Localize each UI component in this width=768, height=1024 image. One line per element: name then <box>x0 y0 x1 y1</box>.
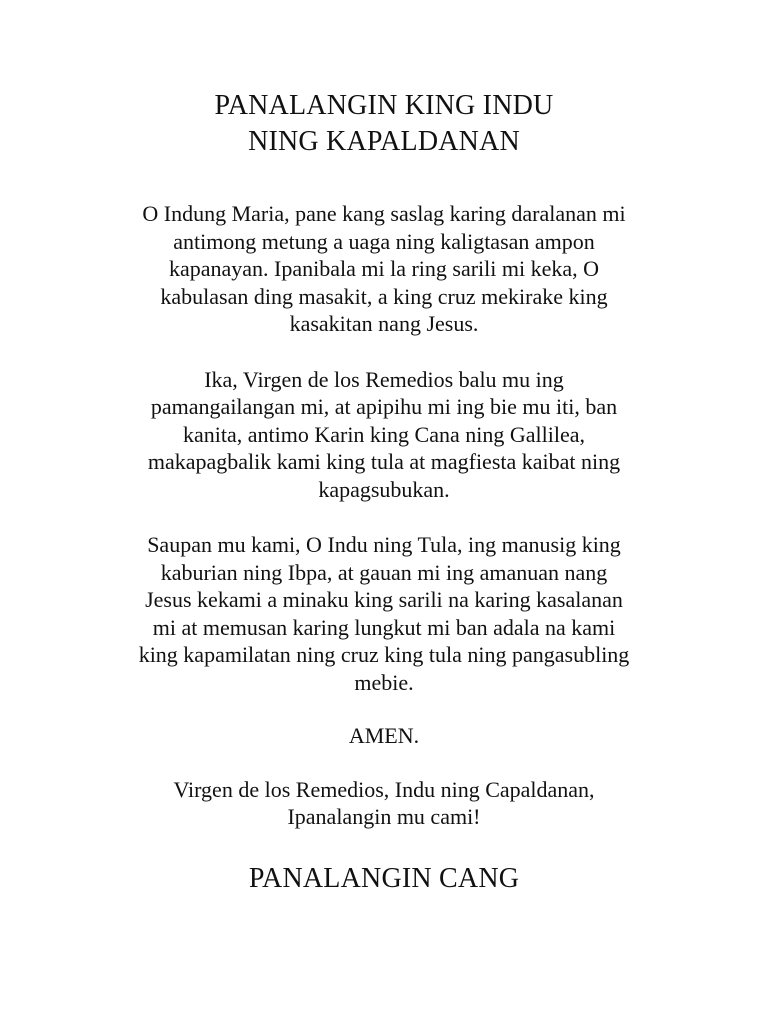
paragraph-line: pamangailangan mi, at apipihu mi ing bie mu iti, ban <box>150 394 618 419</box>
paragraph-line: antimong metung a uaga ning kaligtasan ampon <box>173 228 595 254</box>
prayer-paragraph-1 <box>80 200 688 338</box>
paragraph-line: makapagbalik kami king tula at magfiesta kaibat ning <box>147 449 621 474</box>
prayer-paragraph-3 <box>80 531 688 696</box>
closing-invocation <box>80 776 688 831</box>
paragraph-line: kabulasan ding masakit, a king cruz mekirake king <box>160 283 608 309</box>
prayer-paragraph-2 <box>80 366 688 504</box>
page-title <box>80 88 688 160</box>
paragraph-line: kaburian ning Ibpa, at gauan mi ing amanuan nang <box>160 559 608 585</box>
paragraph-line: O Indung Maria, pane kang saslag karing daralanan mi <box>142 201 626 226</box>
closing-line: Ipanalangin mu cami! <box>287 804 481 829</box>
title-line: NING KAPALDANAN <box>248 126 520 157</box>
paragraph-line: Jesus kekami a minaku king sarili na karing kasalanan <box>145 587 623 612</box>
amen-line <box>80 722 688 750</box>
paragraph-line: mebie. <box>354 669 414 695</box>
paragraph-line: kanita, antimo Karin king Cana ning Gallilea, <box>182 421 585 447</box>
paragraph-line: kapagsubukan. <box>318 476 450 502</box>
next-section-title: PANALANGIN CANG <box>248 862 520 894</box>
paragraph-line: kapanayan. Ipanibala mi la ring sarili mi keka, O <box>168 256 600 281</box>
paragraph-line: mi at memusan karing lungkut mi ban adala na kami <box>152 614 616 640</box>
paragraph-line: Ika, Virgen de los Remedios balu mu ing <box>204 366 564 392</box>
paragraph-line: kasakitan nang Jesus. <box>289 311 479 336</box>
amen-text: AMEN. <box>348 723 420 748</box>
paragraph-line: Saupan mu kami, O Indu ning Tula, ing manusig king <box>147 532 621 557</box>
closing-line: Virgen de los Remedios, Indu ning Capaldanan, <box>173 776 595 802</box>
title-line: PANALANGIN KING INDU <box>214 90 554 121</box>
paragraph-line: king kapamilatan ning cruz king tula ning pangasubling <box>138 642 630 667</box>
